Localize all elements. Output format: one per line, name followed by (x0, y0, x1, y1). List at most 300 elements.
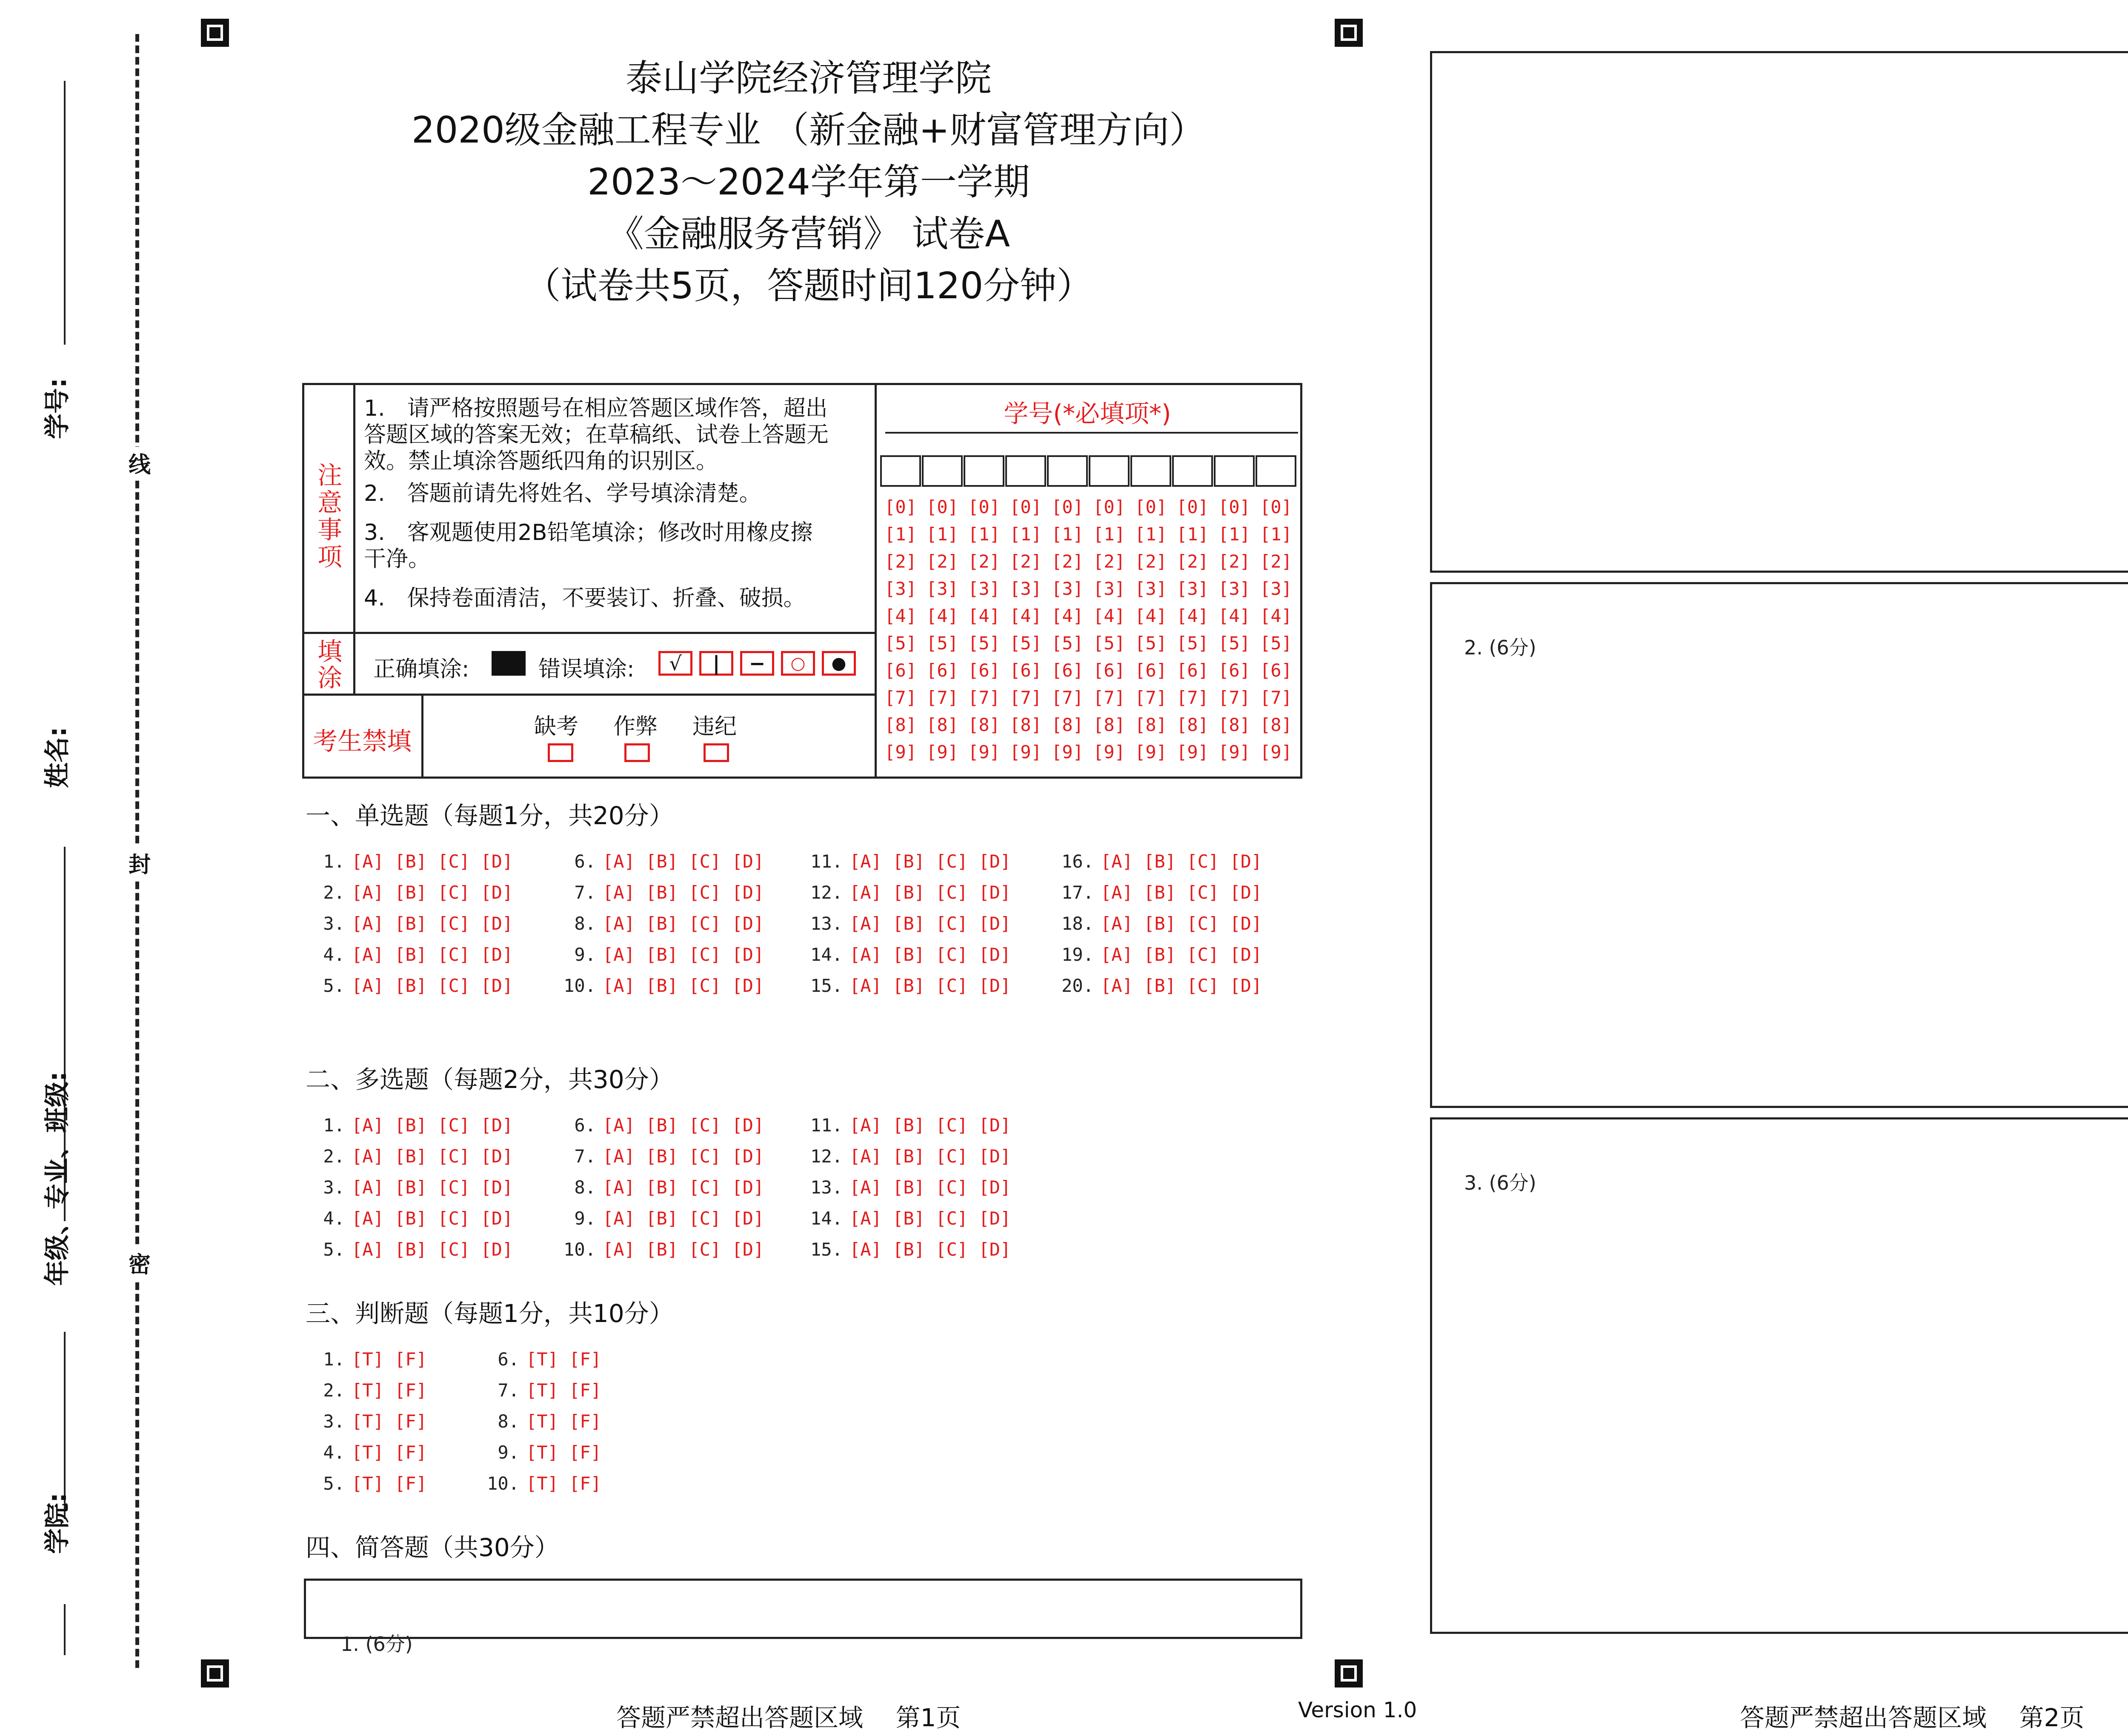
student-id-digit-option[interactable]: [0] (1218, 497, 1250, 517)
multi-question-12 (796, 1146, 1011, 1167)
student-id-digit-option[interactable]: [4] (926, 605, 958, 626)
single-question-options[interactable]: [A] [B] [C] [D] (849, 944, 1011, 965)
multi-question-15 (796, 1239, 1011, 1260)
multi-question-options[interactable]: [A] [B] [C] [D] (352, 1177, 513, 1198)
student-id-cell[interactable] (922, 455, 963, 487)
multi-question-options[interactable]: [A] [B] [C] [D] (849, 1146, 1011, 1167)
multi-question-10 (549, 1239, 764, 1260)
single-question-13 (796, 913, 1011, 934)
student-id-digit-option[interactable]: [8] (1260, 714, 1292, 735)
judge-question-number: 4. (323, 1442, 345, 1463)
student-id-digit-option[interactable]: [9] (1135, 742, 1167, 762)
student-id-digit-option[interactable]: [8] (1093, 714, 1125, 735)
judge-question-options[interactable]: [T] [F] (526, 1380, 602, 1401)
answer-label-q3: 3. (6分) (1464, 1171, 1536, 1194)
single-question-number: 13. (810, 913, 843, 934)
student-id-digit-option[interactable]: [5] (1176, 633, 1209, 654)
student-id-digit-option[interactable]: [7] (1218, 687, 1250, 708)
footer-page1: 答题严禁超出答题区域 第1页 (616, 1703, 961, 1732)
single-question-options[interactable]: [A] [B] [C] [D] (603, 882, 764, 903)
student-id-digit-option[interactable]: [5] (926, 633, 958, 654)
single-question-number: 14. (810, 944, 843, 965)
footer-version: Version 1.0 (1298, 1698, 1417, 1722)
judge-question-number: 1. (323, 1349, 345, 1370)
violation-box[interactable] (704, 743, 729, 762)
seal-char-secret: 密 (127, 1247, 152, 1279)
single-question-number: 12. (810, 882, 843, 903)
college-margin-line (64, 1604, 66, 1655)
single-question-15 (796, 975, 1011, 996)
student-id-digit-option[interactable]: [1] (884, 524, 917, 545)
multi-question-11 (796, 1115, 1011, 1136)
multi-question-number: 14. (810, 1208, 843, 1229)
multi-question-4 (298, 1208, 513, 1229)
student-id-digit-option[interactable]: [5] (968, 633, 1000, 654)
single-question-7 (549, 882, 764, 903)
header-exam-info: （试卷共5页，答题时间120分钟） (524, 265, 1093, 307)
multi-question-5 (298, 1239, 513, 1260)
single-question-2 (298, 882, 513, 903)
single-question-16 (1047, 851, 1262, 872)
student-id-digit-option[interactable]: [9] (968, 742, 1000, 762)
single-question-number: 4. (323, 944, 345, 965)
student-id-digit-option[interactable]: [3] (968, 578, 1000, 599)
single-question-number: 1. (323, 851, 345, 872)
corner-marker-bottom-left (201, 1659, 229, 1687)
cheat-box[interactable] (624, 743, 650, 762)
student-id-digit-option[interactable]: [2] (1260, 551, 1292, 572)
student-id-digit-option[interactable]: [7] (1135, 687, 1167, 708)
multi-question-number: 4. (323, 1208, 345, 1229)
multi-question-options[interactable]: [A] [B] [C] [D] (352, 1239, 513, 1260)
multi-question-options[interactable]: [A] [B] [C] [D] (603, 1146, 764, 1167)
violation-label: 违纪 (692, 714, 737, 740)
judge-question-options[interactable]: [T] [F] (526, 1349, 602, 1370)
multi-question-options[interactable]: [A] [B] [C] [D] (849, 1177, 1011, 1198)
student-id-digit-option[interactable]: [4] (1093, 605, 1125, 626)
student-id-digit-option[interactable]: [8] (968, 714, 1000, 735)
student-id-digit-option[interactable]: [6] (1051, 660, 1084, 681)
single-question-options[interactable]: [A] [B] [C] [D] (603, 975, 764, 996)
student-id-cell[interactable] (1130, 455, 1171, 487)
multi-question-number: 5. (323, 1239, 345, 1260)
wrong-fill-circle: ○ (781, 651, 815, 676)
single-question-options[interactable]: [A] [B] [C] [D] (849, 913, 1011, 934)
student-id-digit-option[interactable]: [2] (1051, 551, 1084, 572)
student-id-digit-option[interactable]: [4] (968, 605, 1000, 626)
judge-question-10 (472, 1473, 601, 1494)
student-id-digit-option[interactable]: [6] (926, 660, 958, 681)
multi-question-number: 8. (574, 1177, 596, 1198)
single-question-options[interactable]: [A] [B] [C] [D] (352, 882, 513, 903)
seal-char-line: 线 (127, 447, 152, 479)
student-id-margin-label: 学号: (43, 378, 72, 439)
student-id-digit-option[interactable]: [6] (1176, 660, 1209, 681)
single-question-number: 15. (810, 975, 843, 996)
multi-question-8 (549, 1177, 764, 1198)
note-item-1: 1. 请严格按照题号在相应答题区域作答，超出答题区域的答案无效；在草稿纸、试卷上答题无效。禁止填涂答题纸四角的识别区。 (364, 396, 829, 474)
student-id-digit-option[interactable]: [1] (1051, 524, 1084, 545)
multi-question-number: 3. (323, 1177, 345, 1198)
header-major: 2020级金融工程专业 （新金融+财富管理方向） (411, 109, 1206, 151)
single-question-6 (549, 851, 764, 872)
student-id-digit-option[interactable]: [1] (1218, 524, 1250, 545)
student-id-digit-option[interactable]: [3] (1135, 578, 1167, 599)
single-question-options[interactable]: [A] [B] [C] [D] (603, 913, 764, 934)
single-question-14 (796, 944, 1011, 965)
footer-page2: 答题严禁超出答题区域 第2页 (1740, 1703, 2085, 1732)
single-question-12 (796, 882, 1011, 903)
student-id-digit-option[interactable]: [9] (1093, 742, 1125, 762)
multi-question-number: 2. (323, 1146, 345, 1167)
student-id-cell[interactable] (1214, 455, 1255, 487)
student-id-digit-option[interactable]: [1] (1176, 524, 1209, 545)
student-id-digit-option[interactable]: [8] (926, 714, 958, 735)
corner-marker-top-left (201, 19, 229, 47)
student-id-digit-option[interactable]: [9] (926, 742, 958, 762)
single-question-number: 16. (1061, 851, 1094, 872)
multi-question-number: 9. (574, 1208, 596, 1229)
multi-question-options[interactable]: [A] [B] [C] [D] (849, 1208, 1011, 1229)
student-id-digit-option[interactable]: [6] (1135, 660, 1167, 681)
judge-question-9 (472, 1442, 601, 1463)
fill-label: 填涂 (317, 637, 342, 692)
single-question-options[interactable]: [A] [B] [C] [D] (849, 851, 1011, 872)
note-item-2: 2. 答题前请先将姓名、学号填涂清楚。 (364, 481, 761, 506)
absent-label: 缺考 (534, 714, 579, 740)
student-id-digit-option[interactable]: [9] (884, 742, 917, 762)
student-id-cell[interactable] (1005, 455, 1046, 487)
judge-question-3 (298, 1411, 427, 1432)
single-question-number: 19. (1061, 944, 1094, 965)
single-question-3 (298, 913, 513, 934)
student-id-digit-option[interactable]: [7] (1010, 687, 1042, 708)
single-question-8 (549, 913, 764, 934)
single-question-number: 17. (1061, 882, 1094, 903)
answer-label-q2: 2. (6分) (1464, 636, 1536, 659)
student-id-digit-option[interactable]: [3] (1218, 578, 1250, 599)
student-id-digit-option[interactable]: [7] (926, 687, 958, 708)
single-question-number: 9. (574, 944, 596, 965)
note-item-3: 3. 客观题使用2B铅笔填涂；修改时用橡皮擦干净。 (364, 520, 813, 572)
judge-question-1 (298, 1349, 427, 1370)
judge-question-options[interactable]: [T] [F] (526, 1442, 602, 1463)
single-question-19 (1047, 944, 1262, 965)
student-id-digit-option[interactable]: [5] (1260, 633, 1292, 654)
student-id-cell[interactable] (964, 455, 1004, 487)
judge-question-2 (298, 1380, 427, 1401)
judge-question-number: 10. (487, 1473, 519, 1494)
student-id-digit-option[interactable]: [6] (1010, 660, 1042, 681)
judge-question-7 (472, 1380, 601, 1401)
student-id-digit-option[interactable]: [4] (1218, 605, 1250, 626)
seal-char-seal: 封 (127, 847, 152, 879)
single-question-options[interactable]: [A] [B] [C] [D] (1101, 913, 1262, 934)
judge-question-options[interactable]: [T] [F] (526, 1473, 602, 1494)
multi-question-9 (549, 1208, 764, 1229)
student-id-digit-option[interactable]: [8] (1176, 714, 1209, 735)
student-id-digit-option[interactable]: [3] (1051, 578, 1084, 599)
student-id-digit-option[interactable]: [2] (968, 551, 1000, 572)
student-id-underline (885, 432, 1298, 434)
notes-divider (875, 385, 877, 777)
student-id-digit-option[interactable]: [0] (1093, 497, 1125, 517)
student-id-digit-option[interactable]: [8] (884, 714, 917, 735)
student-id-digit-option[interactable]: [8] (1010, 714, 1042, 735)
single-question-17 (1047, 882, 1262, 903)
student-id-cell[interactable] (1047, 455, 1088, 487)
multi-question-options[interactable]: [A] [B] [C] [D] (603, 1177, 764, 1198)
judge-question-options[interactable]: [T] [F] (352, 1442, 427, 1463)
student-id-digit-option[interactable]: [5] (1051, 633, 1084, 654)
judge-question-number: 2. (323, 1380, 345, 1401)
absent-box[interactable] (548, 743, 573, 762)
student-id-margin-line (64, 81, 66, 345)
student-id-digit-option[interactable]: [4] (1176, 605, 1209, 626)
wrong-fill-label: 错误填涂: (538, 657, 635, 682)
student-id-digit-option[interactable]: [2] (926, 551, 958, 572)
student-id-digit-option[interactable]: [0] (1051, 497, 1084, 517)
single-question-options[interactable]: [A] [B] [C] [D] (1101, 851, 1262, 872)
student-id-digit-option[interactable]: [5] (1093, 633, 1125, 654)
student-id-digit-option[interactable]: [1] (1135, 524, 1167, 545)
student-id-cell[interactable] (880, 455, 921, 487)
single-question-number: 7. (574, 882, 596, 903)
answer-box-q1[interactable] (304, 1579, 1302, 1639)
multi-question-options[interactable]: [A] [B] [C] [D] (603, 1239, 764, 1260)
student-id-digit-option[interactable]: [2] (1135, 551, 1167, 572)
answer-box-q2[interactable] (1430, 582, 2128, 1108)
student-id-digit-option[interactable]: [2] (1176, 551, 1209, 572)
college-margin-label: 学院: (43, 1493, 72, 1554)
single-question-1 (298, 851, 513, 872)
header-school: 泰山学院经济管理学院 (626, 57, 992, 100)
section-multi-title: 二、多选题（每题2分，共30分） (306, 1065, 674, 1094)
judge-question-8 (472, 1411, 601, 1432)
student-id-digit-option[interactable]: [6] (1218, 660, 1250, 681)
student-id-digit-option[interactable]: [6] (968, 660, 1000, 681)
wrong-fill-dot: ● (822, 651, 856, 676)
header-term: 2023～2024学年第一学期 (587, 161, 1030, 203)
note-item-4: 4. 保持卷面清洁，不要装订、折叠、破损。 (364, 585, 806, 611)
single-question-4 (298, 944, 513, 965)
student-id-digit-option[interactable]: [8] (1218, 714, 1250, 735)
student-id-digit-option[interactable]: [4] (1135, 605, 1167, 626)
cheat-label: 作弊 (613, 714, 658, 740)
single-question-options[interactable]: [A] [B] [C] [D] (1101, 975, 1262, 996)
judge-question-options[interactable]: [T] [F] (352, 1473, 427, 1494)
student-id-cell[interactable] (1256, 455, 1296, 487)
multi-question-2 (298, 1146, 513, 1167)
multi-question-options[interactable]: [A] [B] [C] [D] (849, 1115, 1011, 1136)
wrong-fill-check: √ (658, 651, 692, 676)
student-id-digit-option[interactable]: [6] (1093, 660, 1125, 681)
student-id-digit-option[interactable]: [4] (884, 605, 917, 626)
multi-question-options[interactable]: [A] [B] [C] [D] (352, 1146, 513, 1167)
student-id-digit-option[interactable]: [0] (926, 497, 958, 517)
student-id-digit-option[interactable]: [3] (1176, 578, 1209, 599)
single-question-5 (298, 975, 513, 996)
judge-question-options[interactable]: [T] [F] (352, 1349, 427, 1370)
student-id-digit-option[interactable]: [9] (1218, 742, 1250, 762)
multi-question-7 (549, 1146, 764, 1167)
multi-question-number: 12. (810, 1146, 843, 1167)
judge-question-options[interactable]: [T] [F] (352, 1411, 427, 1432)
student-id-digit-option[interactable]: [9] (1176, 742, 1209, 762)
judge-question-number: 9. (498, 1442, 519, 1463)
class-margin-label: 年级、专业、班级: (43, 1071, 72, 1286)
student-id-digit-option[interactable]: [4] (1051, 605, 1084, 626)
student-id-digit-option[interactable]: [8] (1135, 714, 1167, 735)
single-question-number: 18. (1061, 913, 1094, 934)
judge-question-number: 6. (498, 1349, 519, 1370)
single-question-11 (796, 851, 1011, 872)
corner-marker-top-middle (1335, 19, 1363, 47)
student-id-digit-option[interactable]: [3] (926, 578, 958, 599)
forbidden-label: 考生禁填 (313, 727, 412, 756)
student-id-digit-option[interactable]: [7] (968, 687, 1000, 708)
section-single-title: 一、单选题（每题1分，共20分） (306, 801, 674, 830)
judge-question-number: 7. (498, 1380, 519, 1401)
single-question-options[interactable]: [A] [B] [C] [D] (1101, 882, 1262, 903)
student-id-digit-option[interactable]: [7] (1051, 687, 1084, 708)
student-id-digit-option[interactable]: [6] (884, 660, 917, 681)
single-question-options[interactable]: [A] [B] [C] [D] (603, 944, 764, 965)
single-question-options[interactable]: [A] [B] [C] [D] (352, 975, 513, 996)
single-question-number: 3. (323, 913, 345, 934)
student-id-digit-option[interactable]: [3] (1010, 578, 1042, 599)
student-id-digit-option[interactable]: [8] (1051, 714, 1084, 735)
judge-question-options[interactable]: [T] [F] (352, 1380, 427, 1401)
student-id-digit-option[interactable]: [0] (884, 497, 917, 517)
student-id-cell[interactable] (1089, 455, 1130, 487)
single-question-number: 5. (323, 975, 345, 996)
judge-question-5 (298, 1473, 427, 1494)
student-id-digit-option[interactable]: [5] (1010, 633, 1042, 654)
student-id-digit-option[interactable]: [7] (1260, 687, 1292, 708)
single-question-number: 20. (1061, 975, 1094, 996)
judge-question-number: 5. (323, 1473, 345, 1494)
multi-question-options[interactable]: [A] [B] [C] [D] (603, 1115, 764, 1136)
multi-question-number: 1. (323, 1115, 345, 1136)
multi-question-options[interactable]: [A] [B] [C] [D] (849, 1239, 1011, 1260)
multi-question-14 (796, 1208, 1011, 1229)
student-id-digit-option[interactable]: [1] (926, 524, 958, 545)
multi-question-3 (298, 1177, 513, 1198)
single-question-options[interactable]: [A] [B] [C] [D] (849, 882, 1011, 903)
student-id-digit-option[interactable]: [1] (1260, 524, 1292, 545)
student-id-digit-option[interactable]: [3] (884, 578, 917, 599)
single-question-9 (549, 944, 764, 965)
student-id-digit-option[interactable]: [7] (1093, 687, 1125, 708)
student-id-digit-option[interactable]: [0] (1010, 497, 1042, 517)
student-id-digit-option[interactable]: [5] (884, 633, 917, 654)
single-question-number: 2. (323, 882, 345, 903)
wrong-fill-dash: − (740, 651, 774, 676)
name-margin-label: 姓名: (43, 727, 72, 788)
single-question-options[interactable]: [A] [B] [C] [D] (352, 913, 513, 934)
judge-question-options[interactable]: [T] [F] (526, 1411, 602, 1432)
student-id-digit-option[interactable]: [0] (1260, 497, 1292, 517)
student-id-digit-option[interactable]: [9] (1051, 742, 1084, 762)
answer-label-q1: 1. (6分) (340, 1633, 413, 1656)
notes-label-cell (304, 385, 355, 632)
judge-question-6 (472, 1349, 601, 1370)
single-question-options[interactable]: [A] [B] [C] [D] (352, 944, 513, 965)
student-id-digit-option[interactable]: [0] (1176, 497, 1209, 517)
multi-question-options[interactable]: [A] [B] [C] [D] (352, 1115, 513, 1136)
multi-question-number: 15. (810, 1239, 843, 1260)
student-id-digit-option[interactable]: [5] (1218, 633, 1250, 654)
multi-question-1 (298, 1115, 513, 1136)
correct-fill-mark (492, 651, 526, 676)
fill-example-row (304, 632, 875, 696)
single-question-options[interactable]: [A] [B] [C] [D] (603, 851, 764, 872)
section-short-title: 四、简答题（共30分） (306, 1533, 559, 1562)
single-question-options[interactable]: [A] [B] [C] [D] (352, 851, 513, 872)
multi-question-number: 13. (810, 1177, 843, 1198)
student-id-digit-option[interactable]: [1] (968, 524, 1000, 545)
wrong-fill-bar: | (699, 651, 733, 676)
multi-question-13 (796, 1177, 1011, 1198)
multi-question-number: 10. (563, 1239, 596, 1260)
student-id-digit-option[interactable]: [1] (1093, 524, 1125, 545)
student-id-digit-option[interactable]: [7] (884, 687, 917, 708)
answer-box-q1-continued[interactable] (1430, 51, 2128, 573)
single-question-number: 8. (574, 913, 596, 934)
multi-question-options[interactable]: [A] [B] [C] [D] (352, 1208, 513, 1229)
student-id-digit-option[interactable]: [2] (884, 551, 917, 572)
student-id-cell[interactable] (1172, 455, 1213, 487)
multi-question-options[interactable]: [A] [B] [C] [D] (603, 1208, 764, 1229)
judge-question-number: 3. (323, 1411, 345, 1432)
corner-marker-bottom-middle (1335, 1659, 1363, 1687)
student-id-digit-option[interactable]: [9] (1260, 742, 1292, 762)
notes-label: 注意事项 (317, 461, 342, 571)
student-id-digit-option[interactable]: [1] (1010, 524, 1042, 545)
student-id-digit-option[interactable]: [2] (1010, 551, 1042, 572)
single-question-number: 11. (810, 851, 843, 872)
student-id-digit-option[interactable]: [0] (1135, 497, 1167, 517)
multi-question-6 (549, 1115, 764, 1136)
student-id-digit-option[interactable]: [2] (1093, 551, 1125, 572)
judge-question-4 (298, 1442, 427, 1463)
student-id-digit-option[interactable]: [2] (1218, 551, 1250, 572)
student-id-digit-option[interactable]: [7] (1176, 687, 1209, 708)
single-question-number: 10. (563, 975, 596, 996)
student-id-digit-option[interactable]: [9] (1010, 742, 1042, 762)
single-question-10 (549, 975, 764, 996)
student-id-digit-option[interactable]: [5] (1135, 633, 1167, 654)
student-id-digit-option[interactable]: [4] (1260, 605, 1292, 626)
student-id-digit-option[interactable]: [4] (1010, 605, 1042, 626)
multi-question-number: 11. (810, 1115, 843, 1136)
header-course: 《金融服务营销》 试卷A (607, 213, 1010, 255)
multi-question-number: 6. (574, 1115, 596, 1136)
student-id-digit-option[interactable]: [6] (1260, 660, 1292, 681)
correct-fill-label: 正确填涂: (373, 657, 469, 682)
multi-question-number: 7. (574, 1146, 596, 1167)
single-question-options[interactable]: [A] [B] [C] [D] (849, 975, 1011, 996)
student-id-digit-option[interactable]: [3] (1260, 578, 1292, 599)
student-id-title: 学号(*必填项*) (1004, 399, 1171, 428)
single-question-options[interactable]: [A] [B] [C] [D] (1101, 944, 1262, 965)
student-id-digit-option[interactable]: [0] (968, 497, 1000, 517)
section-judge-title: 三、判断题（每题1分，共10分） (306, 1299, 674, 1328)
student-id-digit-option[interactable]: [3] (1093, 578, 1125, 599)
judge-question-number: 8. (498, 1411, 519, 1432)
single-question-20 (1047, 975, 1262, 996)
